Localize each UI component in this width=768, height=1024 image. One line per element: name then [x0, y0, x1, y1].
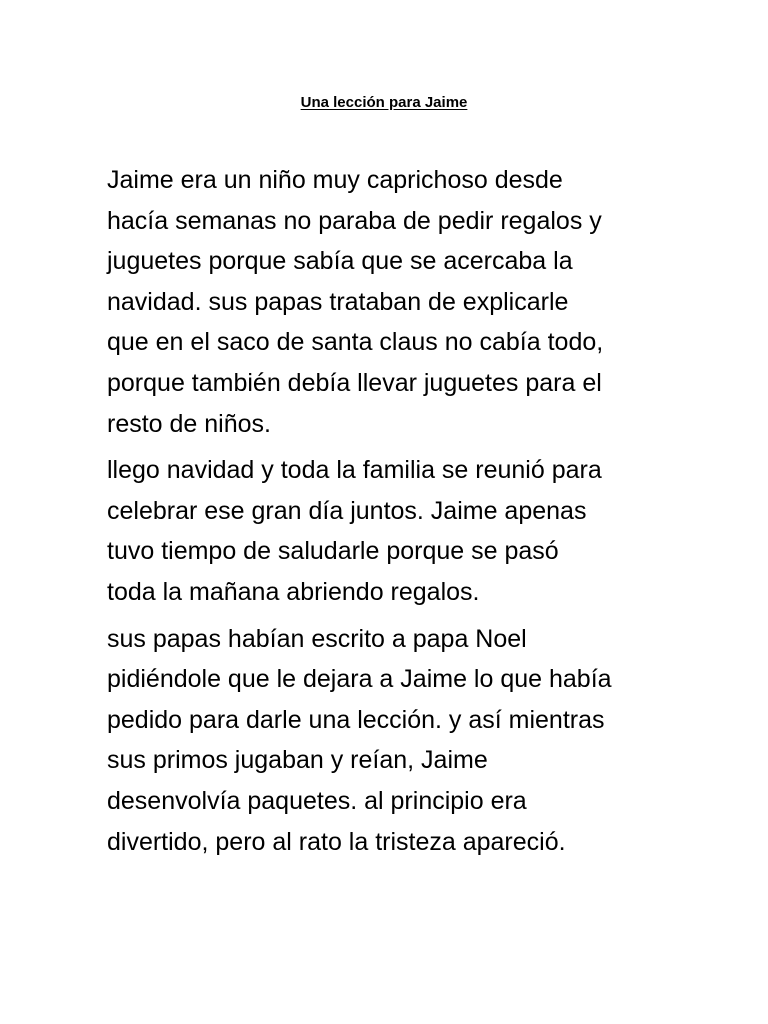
- document-body: [107, 160, 687, 868]
- paragraph-3: sus papas habían escrito a papa Noel pidiéndole que le dejara a Jaime lo que había pedido para darle una lección. y así mientras sus primos jugaban y reían, Jaime desenvolvía paquetes. al principio era divertido, pero al rato la tristeza apareció.: [107, 624, 612, 856]
- paragraph-1: Jaime era un niño muy caprichoso desde hacía semanas no paraba de pedir regalos y juguetes porque sabía que se acercaba la navidad. sus papas trataban de explicarle que en el saco de santa claus no cabía todo, porque también debía llevar juguetes para el resto de niños.: [107, 166, 604, 438]
- paragraph-2: llego navidad y toda la familia se reunió para celebrar ese gran día juntos. Jaime apenas tuvo tiempo de saludarle porque se pasó toda la mañana abriendo regalos.: [107, 456, 602, 606]
- document-title: Una lección para Jaime: [300, 94, 468, 111]
